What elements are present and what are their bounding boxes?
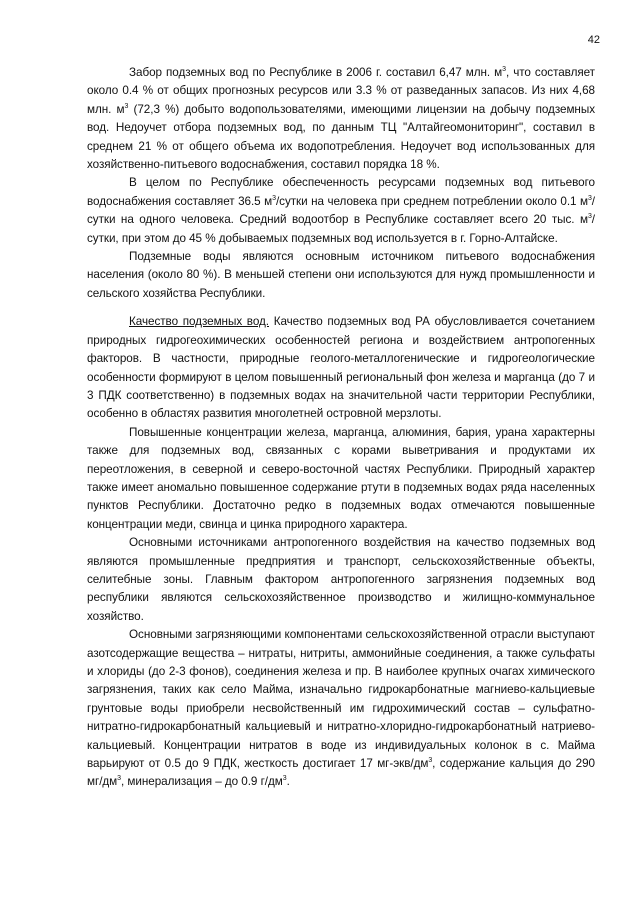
superscript: 3: [124, 102, 129, 110]
text-run: .: [286, 775, 290, 789]
paragraph: [87, 626, 595, 792]
text-run: /сутки на одного человека. Средний водоотбор в Республике составляет всего 20 тыс. м: [87, 194, 595, 227]
paragraph: [87, 174, 595, 248]
text-run: , что составляет около 0.4 % от общих прогнозных ресурсов или 3.3 % от разведанных запасов. Из них 4,68 млн. м: [87, 66, 595, 116]
document-body: [87, 64, 595, 792]
text-run: , минерализация – до 0.9 г/дм: [121, 775, 283, 789]
superscript: 3: [502, 66, 506, 73]
paragraph: [87, 64, 595, 174]
text-run: Забор подземных вод по Республике в 2006 г. составил 6,47 млн. м: [129, 66, 503, 79]
text-run: Повышенные концентрации железа, марганца, алюминия, бария, урана характерны также для подземных вод, связанных с корами выветривания и продуктами их переотложения, в северной и северо-восточной частях Республики. Природный характер также имеет аномально повышенное содержание ртути в подземных водах ряда населенных пунктов Республики. Достаточно редко в подземных водах отмечаются повышенные концентрации меди, свинца и цинка природного характера.: [87, 425, 595, 531]
paragraph: [87, 248, 595, 303]
paragraph: [87, 313, 595, 423]
section-heading: Качество подземных вод.: [129, 315, 269, 329]
paragraph: [87, 424, 595, 534]
paragraph: [87, 534, 595, 626]
superscript: 3: [282, 775, 287, 783]
text-run: В целом по Республике обеспеченность ресурсами подземных вод питьевого водоснабжения составляет 36.5 м: [87, 176, 595, 208]
text-run: Основными источниками антропогенного воздействия на качество подземных вод являются промышленные предприятия и транспорт, сельскохозяйственные объекты, селитебные зоны. Главным фактором антропогенного загрязнения подземных вод республики являются сельскохозяйственное производство и жилищно-коммунальное хозяйство.: [87, 536, 595, 623]
superscript: 3: [587, 194, 592, 202]
text-run: /сутки на человека при среднем потреблении около 0.1 м: [275, 194, 588, 208]
superscript: 3: [428, 757, 433, 765]
text-run: Основными загрязняющими компонентами сельскохозяйственной отрасли выступают азотсодержащие вещества – нитраты, нитриты, аммонийные соединения, а также сульфаты и хлориды (до 2-3 фонов), соединения железа и пр. В наиболее крупных очагах химического загрязнения, таких как село Майма, изначально гидрокарбонатные магниево-кальциевые грунтовые воды приобрели несвойственный им гидрохимический состав – сульфатно-нитратно-гидрокарбонатный кальциевый и нитратно-хлоридно-гидрокарбонатный натриево-кальциевый. Концентрации нитратов в воде из индивидуальных колонок в с. Майма варьируют от 0.5 до 9 ПДК, жесткость достигает 17 мг-экв/дм: [87, 628, 595, 771]
text-run: /сутки, при этом до 45 % добываемых подземных вод используется в г. Горно-Алтайске.: [87, 213, 595, 245]
superscript: 3: [117, 775, 121, 783]
text-run: , содержание кальция до 290 мг/дм: [87, 757, 595, 789]
page-number: 42: [587, 34, 600, 46]
superscript: 3: [272, 194, 276, 202]
text-run: Подземные воды являются основным источником питьевого водоснабжения населения (около 80 %). В меньшей степени они используются для нужд промышленности и сельского хозяйства Республики.: [87, 250, 595, 300]
text-run: Качество подземных вод РА обусловливается сочетанием природных гидрогеохимических особенностей региона и воздействием антропогенных факторов. В частности, природные геолого-металлогенические и гидрогеологические особенности формируют в целом повышенный региональный фон железа и марганца (до 7 и 3 ПДК соответственно) в подземных водах на значительной части территории Республики, особенно в областях развития многолетней островной мерзлоты.: [87, 315, 596, 421]
superscript: 3: [587, 213, 592, 221]
text-run: (72,3 %) добыто водопользователями, имеющими лицензии на добычу подземных вод. Недоучет отбора подземных вод, по данным ТЦ "Алтайгеомониторинг", составил в среднем 21 % от общего объема их водопотребления. Недоучет вод использованных для хозяйственно-питьевого водоснабжения, составил порядка 18 %.: [87, 102, 595, 172]
